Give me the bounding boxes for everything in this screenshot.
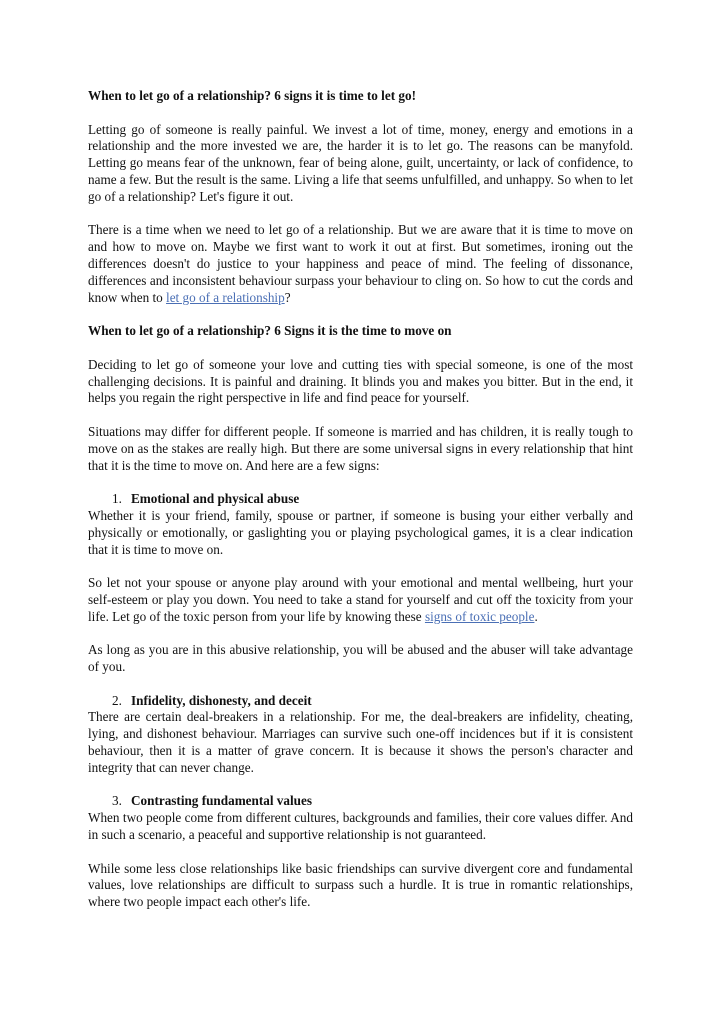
sign-1-paragraph-2 (88, 575, 633, 625)
intro-paragraph-2 (88, 222, 633, 306)
sign-1-paragraph-2-end: . (534, 608, 538, 624)
article-body (88, 88, 633, 928)
sign-3-paragraph-2: While some less close relationships like basic friendships can survive divergent core and fundamental values, love relationships are difficult to surpass such a hurdle. It is true in romantic relationships, where two people impact each other's life. (88, 860, 633, 910)
intro-paragraph-2-end: ? (284, 289, 291, 305)
sign-3-heading-text: Contrasting fundamental values (131, 793, 312, 809)
sign-2-heading-text: Infidelity, dishonesty, and deceit (131, 692, 312, 708)
paragraph-3: Deciding to let go of someone your love and cutting ties with special someone, is one of the most challenging decisions. It is painful and draining. It blinds you and makes you bitter. But in the end, it helps you regain the right perspective in life and find peace for yourself. (88, 356, 633, 406)
sign-2-heading (88, 693, 633, 710)
sign-3-body: When two people come from different cultures, backgrounds and families, their core values differ. And in such a scenario, a peaceful and supportive relationship is not guaranteed. (88, 810, 633, 843)
section-subtitle: When to let go of a relationship? 6 Signs it is the time to move on (88, 323, 452, 339)
let-go-relationship-link[interactable]: let go of a relationship (166, 289, 285, 305)
sign-1-paragraph-2-text: So let not your spouse or anyone play around with your emotional and mental wellbeing, hurt your self-esteem or play you down. You need to take a stand for yourself and cut off the toxicity from your life. Let go of the toxic person from your life by knowing these (88, 575, 633, 624)
paragraph-4: Situations may differ for different people. If someone is married and has children, it is really tough to move on as the stakes are really high. But there are some universal signs in every relationship that hint that it is the time to move on. And here are a few signs: (88, 423, 633, 473)
sign-2-body: There are certain deal-breakers in a relationship. For me, the deal-breakers are infidelity, cheating, lying, and dishonest behaviour. Marriages can survive such one-off incidences but if it is consistent behaviour, then it is a matter of grave concern. It is because it shows the person's character and integrity that can never change. (88, 709, 633, 775)
sign-1-number: 1. (112, 491, 122, 507)
sign-1-heading-text: Emotional and physical abuse (131, 491, 300, 507)
sign-1-paragraph-3: As long as you are in this abusive relationship, you will be abused and the abuser will take advantage of you. (88, 642, 633, 675)
intro-paragraph-2-text: There is a time when we need to let go of a relationship. But we are aware that it is time to move on and how to move on. Maybe we first want to work it out at first. But sometimes, ironing out the differences doesn't do justice to your happiness and peace of mind. The feeling of dissonance, differences and inconsistent behaviour surpass your behaviour to cling on. So how to cut the cords and know when to (88, 222, 633, 305)
article-title: When to let go of a relationship? 6 signs it is time to let go! (88, 88, 416, 103)
sign-1-heading (88, 491, 633, 508)
sign-3 (88, 793, 633, 843)
sign-3-heading (88, 793, 633, 810)
sign-2 (88, 693, 633, 777)
sign-1 (88, 491, 633, 558)
sign-3-number: 3. (112, 793, 122, 809)
sign-2-number: 2. (112, 692, 122, 708)
intro-paragraph-1: Letting go of someone is really painful. We invest a lot of time, money, energy and emotions in a relationship and the more invested we are, the harder it is to let go. The reasons can be manyfold. Letting go means fear of the unknown, fear of being alone, guilt, uncertainty, or lack of confidence, to name a few. But the result is the same. Living a life that seems unfulfilled, and unhappy. So when to let go of a relationship? Let's figure it out. (88, 121, 633, 204)
sign-1-body: Whether it is your friend, family, spouse or partner, if someone is busing your either verbally and physically or emotionally, or gaslighting you or playing psychological games, it is a clear indication that it is time to move on. (88, 507, 633, 557)
signs-of-toxic-people-link[interactable]: signs of toxic people (424, 608, 535, 624)
